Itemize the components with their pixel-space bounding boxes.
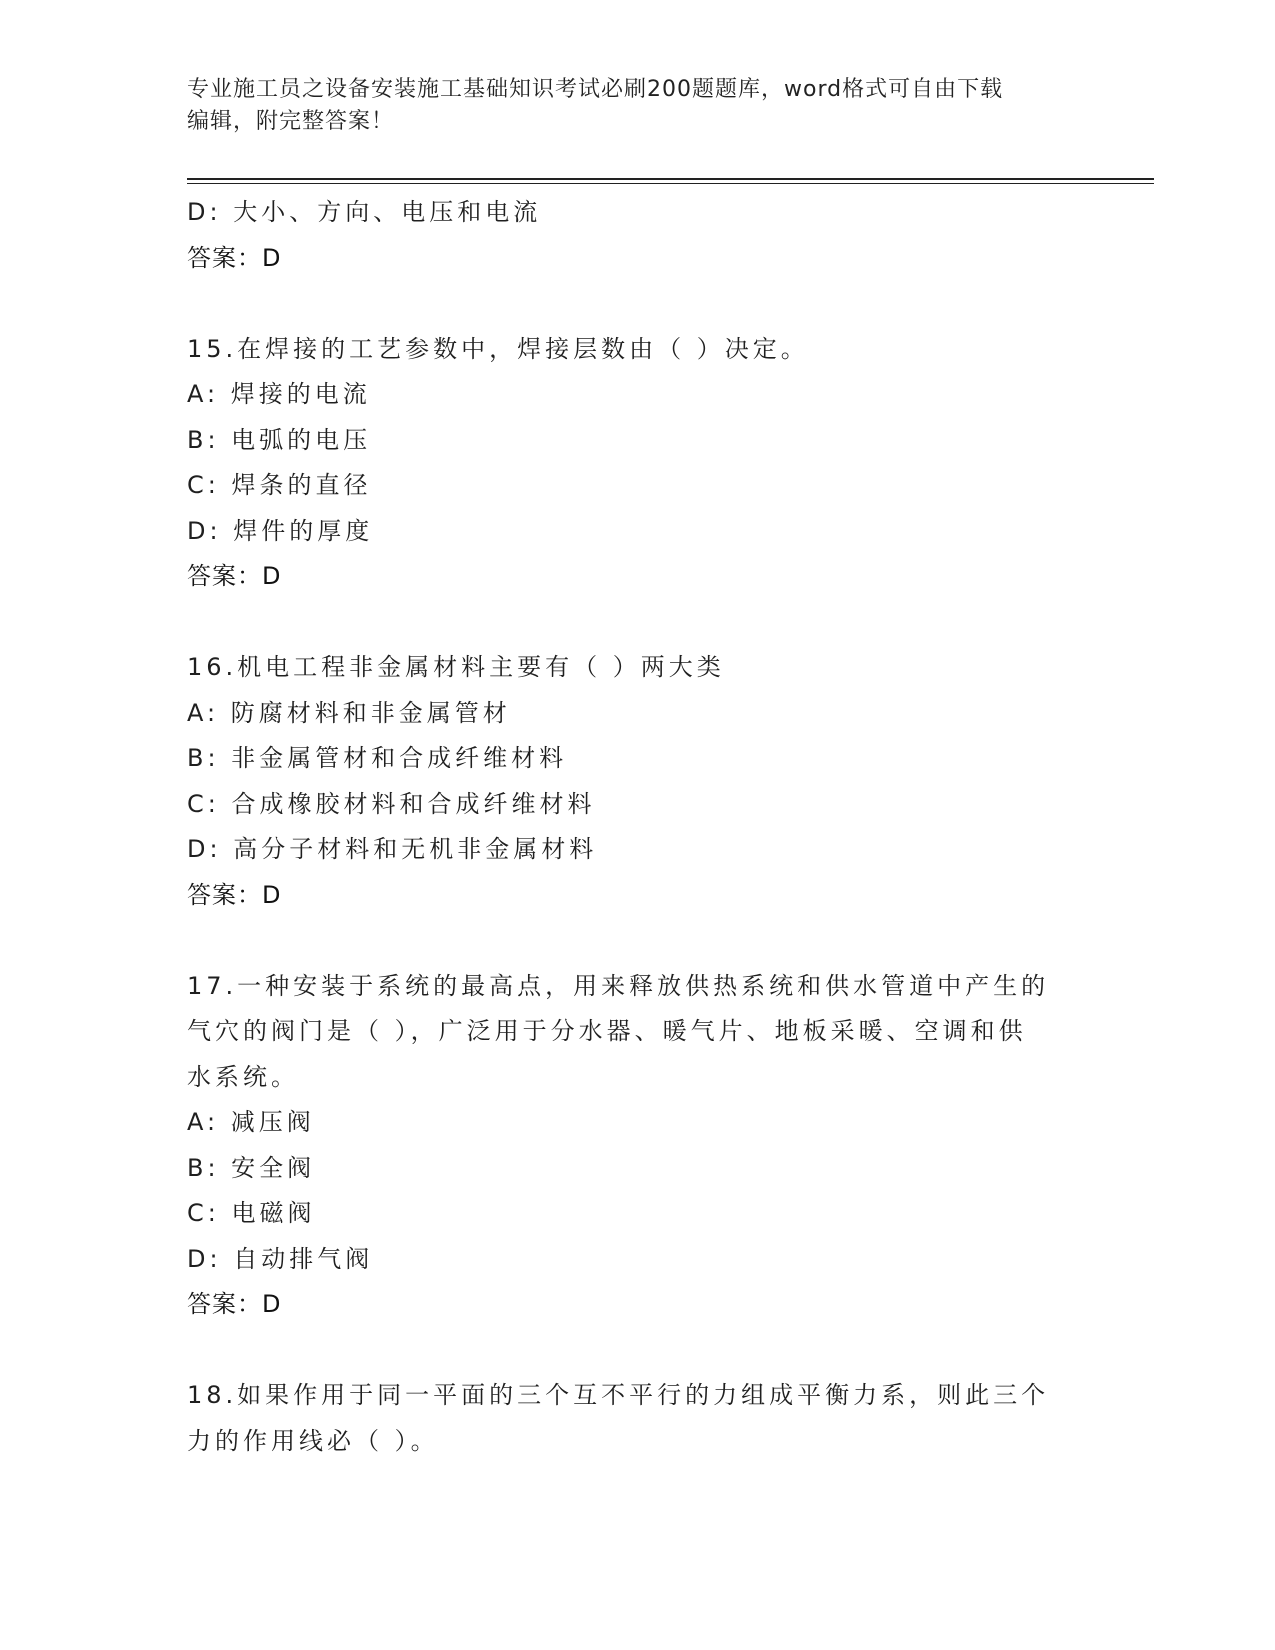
spacer xyxy=(187,1328,1087,1374)
question-18 xyxy=(187,1373,1087,1464)
option-b: B: 安全阀 xyxy=(187,1153,316,1182)
header-line-2: 编辑，附完整答案！ xyxy=(187,109,395,134)
answer: 答案：D xyxy=(187,243,282,272)
question-stem: 15.在焊接的工艺参数中，焊接层数由（ ）决定。 xyxy=(187,334,809,363)
answer: 答案：D xyxy=(187,880,282,909)
option-a: A: 防腐材料和非金属管材 xyxy=(187,698,511,727)
option-d: D: 自动排气阀 xyxy=(187,1244,374,1273)
option-d: D: 大小、方向、电压和电流 xyxy=(187,198,542,226)
question-stem-line-2: 气穴的阀门是（ ），广泛用于分水器、暖气片、地板采暖、空调和供 xyxy=(187,1017,1027,1045)
question-list xyxy=(187,190,1087,1464)
question-stem-line-2: 力的作用线必（ ）。 xyxy=(187,1426,439,1455)
option-b: B: 电弧的电压 xyxy=(187,425,372,454)
question-stem: 16.机电工程非金属材料主要有（ ）两大类 xyxy=(187,653,725,681)
spacer xyxy=(187,918,1087,964)
option-a: A: 减压阀 xyxy=(187,1108,315,1136)
option-d: D: 焊件的厚度 xyxy=(187,516,374,545)
option-c: C: 合成橡胶材料和合成纤维材料 xyxy=(187,789,596,818)
answer: 答案：D xyxy=(187,1290,282,1318)
question-stem-line-1: 17.一种安装于系统的最高点，用来释放供热系统和供水管道中产生的 xyxy=(187,971,1050,1000)
question-14-tail xyxy=(187,190,1087,281)
header-line-1: 专业施工员之设备安装施工基础知识考试必刷200题题库，word格式可自由下载 xyxy=(187,77,1004,102)
answer: 答案：D xyxy=(187,562,282,590)
header-divider xyxy=(187,178,1154,184)
question-15 xyxy=(187,327,1087,600)
option-d: D: 高分子材料和无机非金属材料 xyxy=(187,835,598,863)
question-17 xyxy=(187,964,1087,1328)
question-stem-line-1: 18.如果作用于同一平面的三个互不平行的力组成平衡力系，则此三个 xyxy=(187,1381,1050,1409)
spacer xyxy=(187,600,1087,646)
option-c: C: 焊条的直径 xyxy=(187,471,372,499)
option-c: C: 电磁阀 xyxy=(187,1199,316,1227)
document-header xyxy=(187,74,1087,138)
option-b: B: 非金属管材和合成纤维材料 xyxy=(187,744,568,772)
question-stem-line-3: 水系统。 xyxy=(187,1062,299,1091)
option-a: A: 焊接的电流 xyxy=(187,380,371,408)
spacer xyxy=(187,281,1087,327)
question-16 xyxy=(187,645,1087,918)
